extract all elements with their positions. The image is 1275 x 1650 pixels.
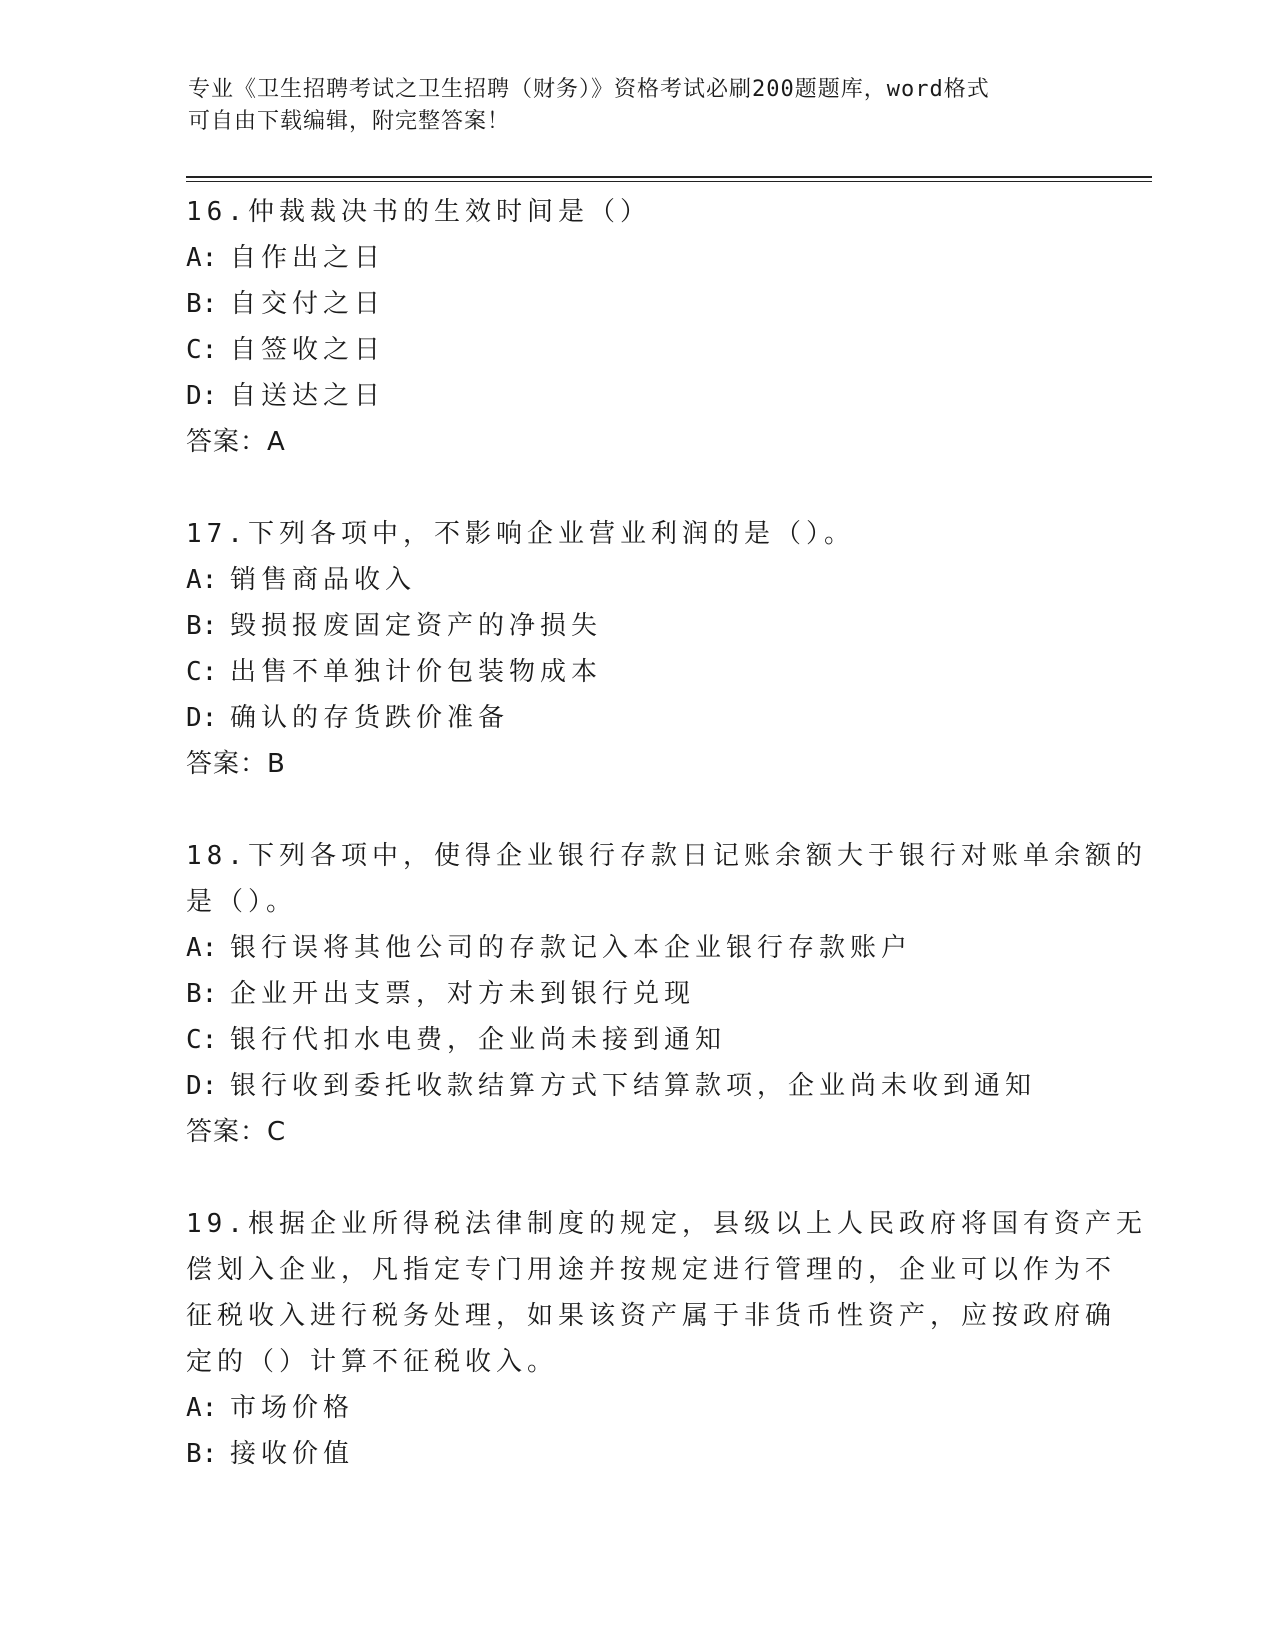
option-text: 银行代扣水电费，企业尚未接到通知 — [230, 1025, 727, 1055]
question-stem-line-1: 18.下列各项中，使得企业银行存款日记账余额大于银行对账单余额的 — [186, 841, 1147, 871]
option-a — [186, 925, 1086, 971]
option-letter: A: — [186, 1393, 218, 1423]
answer-line: 答案：B — [186, 749, 286, 779]
option-letter: D: — [186, 703, 218, 733]
answer-line: 答案：A — [186, 427, 286, 457]
option-letter: C: — [186, 335, 218, 365]
option-letter: B: — [186, 611, 218, 641]
option-b — [186, 971, 1086, 1017]
document-header — [188, 74, 1068, 138]
option-b — [186, 1431, 1086, 1477]
option-text: 自签收之日 — [230, 335, 386, 365]
question-list — [186, 189, 1147, 1523]
option-c — [186, 1017, 1086, 1063]
question-stem-line-2: 是（）。 — [186, 887, 298, 917]
option-d — [186, 695, 1086, 741]
question-17 — [186, 511, 1086, 787]
option-text: 企业开出支票，对方未到银行兑现 — [230, 979, 696, 1009]
option-text: 自交付之日 — [230, 289, 386, 319]
option-text: 出售不单独计价包装物成本 — [230, 657, 603, 687]
option-text: 确认的存货跌价准备 — [230, 703, 510, 733]
option-text: 销售商品收入 — [230, 565, 417, 595]
question-18 — [186, 833, 1147, 1155]
option-letter: C: — [186, 1025, 218, 1055]
question-16 — [186, 189, 1086, 465]
header-line-1: 专业《卫生招聘考试之卫生招聘（财务）》资格考试必刷200题题库，word格式 — [188, 77, 990, 102]
question-stem-line-2: 偿划入企业，凡指定专门用途并按规定进行管理的，企业可以作为不 — [186, 1255, 1117, 1285]
option-a — [186, 235, 1086, 281]
option-a — [186, 1385, 1086, 1431]
option-text: 自作出之日 — [230, 243, 386, 273]
option-c — [186, 649, 1086, 695]
option-letter: A: — [186, 565, 218, 595]
option-c — [186, 327, 1086, 373]
option-text: 毁损报废固定资产的净损失 — [230, 611, 603, 641]
answer-line: 答案：C — [186, 1117, 287, 1147]
question-stem-line-3: 征税收入进行税务处理，如果该资产属于非货币性资产，应按政府确 — [186, 1301, 1117, 1331]
option-a — [186, 557, 1086, 603]
option-letter: A: — [186, 243, 218, 273]
option-b — [186, 603, 1086, 649]
option-letter: B: — [186, 289, 218, 319]
option-d — [186, 373, 1086, 419]
question-stem: 16.仲裁裁决书的生效时间是（） — [186, 197, 651, 227]
option-text: 市场价格 — [230, 1393, 355, 1423]
option-b — [186, 281, 1086, 327]
header-line-2: 可自由下载编辑，附完整答案！ — [188, 109, 511, 134]
header-divider-thin — [186, 181, 1152, 182]
option-text: 银行收到委托收款结算方式下结算款项，企业尚未收到通知 — [230, 1071, 1037, 1101]
option-d — [186, 1063, 1086, 1109]
question-stem-line-4: 定的（）计算不征税收入。 — [186, 1347, 559, 1377]
option-letter: B: — [186, 979, 218, 1009]
option-letter: D: — [186, 1071, 218, 1101]
option-letter: D: — [186, 381, 218, 411]
question-19 — [186, 1201, 1147, 1477]
option-letter: A: — [186, 933, 218, 963]
option-text: 自送达之日 — [230, 381, 386, 411]
option-letter: C: — [186, 657, 218, 687]
option-text: 银行误将其他公司的存款记入本企业银行存款账户 — [230, 933, 913, 963]
question-stem: 17.下列各项中，不影响企业营业利润的是（）。 — [186, 519, 855, 549]
option-text: 接收价值 — [230, 1439, 355, 1469]
question-stem-line-1: 19.根据企业所得税法律制度的规定，县级以上人民政府将国有资产无 — [186, 1209, 1147, 1239]
header-divider-thick — [186, 176, 1152, 178]
option-letter: B: — [186, 1439, 218, 1469]
